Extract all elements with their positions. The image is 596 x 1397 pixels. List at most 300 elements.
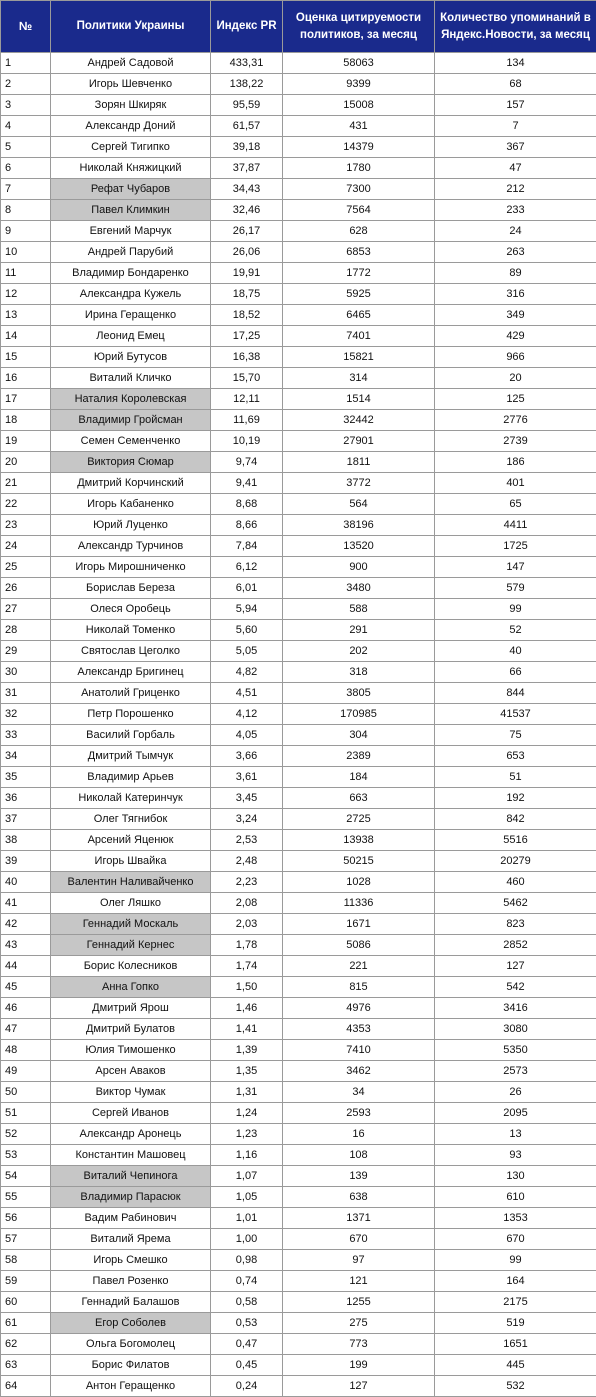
row-number: 60 — [1, 1292, 51, 1313]
table-row — [1, 809, 596, 830]
table-row — [1, 683, 596, 704]
table-row — [1, 347, 596, 368]
mention-count: 5350 — [435, 1040, 596, 1061]
mention-count: 147 — [435, 557, 596, 578]
pr-index: 0,45 — [211, 1355, 283, 1376]
row-number: 13 — [1, 305, 51, 326]
citation-score: 108 — [283, 1145, 435, 1166]
pr-index: 0,47 — [211, 1334, 283, 1355]
table-row — [1, 284, 596, 305]
citation-score: 13520 — [283, 536, 435, 557]
mention-count: 130 — [435, 1166, 596, 1187]
row-number: 26 — [1, 578, 51, 599]
pr-index: 0,98 — [211, 1250, 283, 1271]
mention-count: 40 — [435, 641, 596, 662]
citation-score: 431 — [283, 116, 435, 137]
mention-count: 51 — [435, 767, 596, 788]
row-number: 35 — [1, 767, 51, 788]
table-row — [1, 368, 596, 389]
politician-name: Николай Томенко — [51, 620, 211, 641]
row-number: 51 — [1, 1103, 51, 1124]
row-number: 38 — [1, 830, 51, 851]
citation-score: 127 — [283, 1376, 435, 1397]
row-number: 5 — [1, 137, 51, 158]
pr-index: 8,68 — [211, 494, 283, 515]
citation-score: 6853 — [283, 242, 435, 263]
citation-score: 9399 — [283, 74, 435, 95]
pr-index: 26,17 — [211, 221, 283, 242]
pr-index: 18,52 — [211, 305, 283, 326]
citation-score: 1371 — [283, 1208, 435, 1229]
politician-name: Ирина Геращенко — [51, 305, 211, 326]
pr-index: 2,53 — [211, 830, 283, 851]
pr-index: 5,05 — [211, 641, 283, 662]
citation-score: 50215 — [283, 851, 435, 872]
mention-count: 66 — [435, 662, 596, 683]
citation-score: 4976 — [283, 998, 435, 1019]
mention-count: 65 — [435, 494, 596, 515]
citation-score: 1514 — [283, 389, 435, 410]
table-row — [1, 620, 596, 641]
citation-score: 34 — [283, 1082, 435, 1103]
row-number: 1 — [1, 53, 51, 74]
politician-name: Анатолий Гриценко — [51, 683, 211, 704]
pr-index: 11,69 — [211, 410, 283, 431]
politician-name: Александра Кужель — [51, 284, 211, 305]
citation-score: 14379 — [283, 137, 435, 158]
row-number: 21 — [1, 473, 51, 494]
politician-name: Игорь Швайка — [51, 851, 211, 872]
mention-count: 192 — [435, 788, 596, 809]
pr-index: 2,08 — [211, 893, 283, 914]
pr-index: 6,01 — [211, 578, 283, 599]
table-row — [1, 1187, 596, 1208]
header-pr-index: Индекс PR — [211, 1, 283, 53]
pr-index: 1,31 — [211, 1082, 283, 1103]
row-number: 37 — [1, 809, 51, 830]
pr-index: 16,38 — [211, 347, 283, 368]
politician-name: Игорь Смешко — [51, 1250, 211, 1271]
citation-score: 4353 — [283, 1019, 435, 1040]
table-row — [1, 1292, 596, 1313]
mention-count: 186 — [435, 452, 596, 473]
citation-score: 1811 — [283, 452, 435, 473]
citation-score: 139 — [283, 1166, 435, 1187]
pr-index: 4,51 — [211, 683, 283, 704]
table-row — [1, 515, 596, 536]
table-row — [1, 473, 596, 494]
table-row — [1, 830, 596, 851]
row-number: 46 — [1, 998, 51, 1019]
politician-name: Александр Аронець — [51, 1124, 211, 1145]
table-row — [1, 158, 596, 179]
mention-count: 20279 — [435, 851, 596, 872]
pr-index: 9,74 — [211, 452, 283, 473]
citation-score: 275 — [283, 1313, 435, 1334]
politician-name: Константин Машовец — [51, 1145, 211, 1166]
table-row — [1, 1103, 596, 1124]
table-row — [1, 641, 596, 662]
citation-score: 7300 — [283, 179, 435, 200]
pr-index: 1,74 — [211, 956, 283, 977]
mention-count: 89 — [435, 263, 596, 284]
row-number: 30 — [1, 662, 51, 683]
citation-score: 2725 — [283, 809, 435, 830]
row-number: 41 — [1, 893, 51, 914]
politician-name: Борислав Береза — [51, 578, 211, 599]
pr-index: 1,78 — [211, 935, 283, 956]
mention-count: 653 — [435, 746, 596, 767]
table-row — [1, 410, 596, 431]
politician-name: Сергей Тигипко — [51, 137, 211, 158]
citation-score: 32442 — [283, 410, 435, 431]
citation-score: 97 — [283, 1250, 435, 1271]
table-row — [1, 326, 596, 347]
table-row — [1, 200, 596, 221]
pr-index: 1,16 — [211, 1145, 283, 1166]
politician-name: Дмитрий Корчинский — [51, 473, 211, 494]
citation-score: 304 — [283, 725, 435, 746]
header-row — [1, 1, 596, 53]
table-row — [1, 1061, 596, 1082]
pr-index: 61,57 — [211, 116, 283, 137]
table-row — [1, 536, 596, 557]
row-number: 22 — [1, 494, 51, 515]
mention-count: 532 — [435, 1376, 596, 1397]
citation-score: 900 — [283, 557, 435, 578]
politician-name: Александр Турчинов — [51, 536, 211, 557]
politician-name: Геннадий Кернес — [51, 935, 211, 956]
table-row — [1, 1124, 596, 1145]
citation-score: 638 — [283, 1187, 435, 1208]
mention-count: 212 — [435, 179, 596, 200]
politician-name: Андрей Садовой — [51, 53, 211, 74]
table-row — [1, 263, 596, 284]
pr-index: 0,74 — [211, 1271, 283, 1292]
table-row — [1, 305, 596, 326]
citation-score: 1671 — [283, 914, 435, 935]
politician-name: Петр Порошенко — [51, 704, 211, 725]
mention-count: 2739 — [435, 431, 596, 452]
table-row — [1, 1229, 596, 1250]
politician-name: Геннадий Балашов — [51, 1292, 211, 1313]
citation-score: 199 — [283, 1355, 435, 1376]
row-number: 12 — [1, 284, 51, 305]
row-number: 28 — [1, 620, 51, 641]
row-number: 63 — [1, 1355, 51, 1376]
citation-score: 121 — [283, 1271, 435, 1292]
table-row — [1, 221, 596, 242]
politician-name: Игорь Мирошниченко — [51, 557, 211, 578]
pr-index: 1,00 — [211, 1229, 283, 1250]
citation-score: 2389 — [283, 746, 435, 767]
citation-score: 3772 — [283, 473, 435, 494]
pr-index: 1,50 — [211, 977, 283, 998]
header-citation-score: Оценка цитируемости политиков, за месяц — [283, 1, 435, 53]
pr-index: 3,45 — [211, 788, 283, 809]
table-row — [1, 998, 596, 1019]
row-number: 10 — [1, 242, 51, 263]
mention-count: 542 — [435, 977, 596, 998]
pr-index: 5,94 — [211, 599, 283, 620]
pr-index: 8,66 — [211, 515, 283, 536]
table-row — [1, 746, 596, 767]
mention-count: 164 — [435, 1271, 596, 1292]
pr-index: 0,24 — [211, 1376, 283, 1397]
mention-count: 26 — [435, 1082, 596, 1103]
mention-count: 1725 — [435, 536, 596, 557]
citation-score: 670 — [283, 1229, 435, 1250]
politician-name: Борис Колесников — [51, 956, 211, 977]
mention-count: 47 — [435, 158, 596, 179]
politician-name: Геннадий Москаль — [51, 914, 211, 935]
pr-index: 3,66 — [211, 746, 283, 767]
politician-name: Николай Катеринчук — [51, 788, 211, 809]
table-row — [1, 1313, 596, 1334]
table-row — [1, 95, 596, 116]
politician-name: Василий Горбаль — [51, 725, 211, 746]
mention-count: 670 — [435, 1229, 596, 1250]
row-number: 9 — [1, 221, 51, 242]
politician-name: Егор Соболев — [51, 1313, 211, 1334]
politician-name: Андрей Парубий — [51, 242, 211, 263]
mention-count: 1353 — [435, 1208, 596, 1229]
mention-count: 445 — [435, 1355, 596, 1376]
row-number: 14 — [1, 326, 51, 347]
pr-index: 0,53 — [211, 1313, 283, 1334]
citation-score: 1780 — [283, 158, 435, 179]
pr-index: 1,05 — [211, 1187, 283, 1208]
row-number: 42 — [1, 914, 51, 935]
politician-name: Рефат Чубаров — [51, 179, 211, 200]
citation-score: 184 — [283, 767, 435, 788]
table-row — [1, 1376, 596, 1397]
table-row — [1, 662, 596, 683]
politician-name: Виталий Кличко — [51, 368, 211, 389]
table-body — [1, 53, 596, 1397]
politician-name: Павел Розенко — [51, 1271, 211, 1292]
row-number: 23 — [1, 515, 51, 536]
politician-name: Виктор Чумак — [51, 1082, 211, 1103]
citation-score: 663 — [283, 788, 435, 809]
table-row — [1, 1334, 596, 1355]
citation-score: 773 — [283, 1334, 435, 1355]
pr-index: 1,35 — [211, 1061, 283, 1082]
row-number: 25 — [1, 557, 51, 578]
pr-index: 37,87 — [211, 158, 283, 179]
mention-count: 93 — [435, 1145, 596, 1166]
header-number: № — [1, 1, 51, 53]
table-row — [1, 578, 596, 599]
citation-score: 815 — [283, 977, 435, 998]
table-row — [1, 74, 596, 95]
citation-score: 1255 — [283, 1292, 435, 1313]
mention-count: 2776 — [435, 410, 596, 431]
politician-name: Дмитрий Тымчук — [51, 746, 211, 767]
mention-count: 316 — [435, 284, 596, 305]
table-row — [1, 116, 596, 137]
pr-index: 1,24 — [211, 1103, 283, 1124]
row-number: 61 — [1, 1313, 51, 1334]
citation-score: 202 — [283, 641, 435, 662]
mention-count: 460 — [435, 872, 596, 893]
mention-count: 75 — [435, 725, 596, 746]
row-number: 31 — [1, 683, 51, 704]
politician-name: Олеся Оробець — [51, 599, 211, 620]
row-number: 7 — [1, 179, 51, 200]
politician-name: Александр Бригинец — [51, 662, 211, 683]
row-number: 6 — [1, 158, 51, 179]
row-number: 47 — [1, 1019, 51, 1040]
mention-count: 367 — [435, 137, 596, 158]
politician-name: Валентин Наливайченко — [51, 872, 211, 893]
pr-index: 32,46 — [211, 200, 283, 221]
pr-index: 2,48 — [211, 851, 283, 872]
mention-count: 5462 — [435, 893, 596, 914]
politician-name: Арсений Яценюк — [51, 830, 211, 851]
mention-count: 134 — [435, 53, 596, 74]
row-number: 15 — [1, 347, 51, 368]
politician-name: Сергей Иванов — [51, 1103, 211, 1124]
mention-count: 99 — [435, 1250, 596, 1271]
mention-count: 823 — [435, 914, 596, 935]
row-number: 52 — [1, 1124, 51, 1145]
citation-score: 628 — [283, 221, 435, 242]
pr-index: 26,06 — [211, 242, 283, 263]
row-number: 50 — [1, 1082, 51, 1103]
pr-index: 1,07 — [211, 1166, 283, 1187]
table-row — [1, 1040, 596, 1061]
politician-name: Антон Геращенко — [51, 1376, 211, 1397]
row-number: 36 — [1, 788, 51, 809]
politician-name: Юрий Бутусов — [51, 347, 211, 368]
table-row — [1, 137, 596, 158]
row-number: 56 — [1, 1208, 51, 1229]
politician-name: Виктория Сюмар — [51, 452, 211, 473]
pr-index: 1,39 — [211, 1040, 283, 1061]
pr-index: 7,84 — [211, 536, 283, 557]
mention-count: 157 — [435, 95, 596, 116]
row-number: 57 — [1, 1229, 51, 1250]
politician-name: Павел Климкин — [51, 200, 211, 221]
table-row — [1, 1271, 596, 1292]
citation-score: 15821 — [283, 347, 435, 368]
politician-name: Анна Гопко — [51, 977, 211, 998]
politician-name: Семен Семенченко — [51, 431, 211, 452]
mention-count: 401 — [435, 473, 596, 494]
pr-index: 9,41 — [211, 473, 283, 494]
mention-count: 127 — [435, 956, 596, 977]
row-number: 39 — [1, 851, 51, 872]
row-number: 24 — [1, 536, 51, 557]
citation-score: 7564 — [283, 200, 435, 221]
table-row — [1, 767, 596, 788]
table-row — [1, 1145, 596, 1166]
citation-score: 564 — [283, 494, 435, 515]
table-row — [1, 452, 596, 473]
citation-score: 11336 — [283, 893, 435, 914]
pr-index: 5,60 — [211, 620, 283, 641]
table-row — [1, 851, 596, 872]
row-number: 62 — [1, 1334, 51, 1355]
politician-name: Владимир Бондаренко — [51, 263, 211, 284]
citation-score: 170985 — [283, 704, 435, 725]
mention-count: 349 — [435, 305, 596, 326]
mention-count: 2573 — [435, 1061, 596, 1082]
row-number: 19 — [1, 431, 51, 452]
table-row — [1, 1082, 596, 1103]
table-row — [1, 599, 596, 620]
politician-name: Ольга Богомолец — [51, 1334, 211, 1355]
row-number: 27 — [1, 599, 51, 620]
row-number: 45 — [1, 977, 51, 998]
table-row — [1, 725, 596, 746]
row-number: 53 — [1, 1145, 51, 1166]
row-number: 3 — [1, 95, 51, 116]
pr-index: 2,03 — [211, 914, 283, 935]
mention-count: 99 — [435, 599, 596, 620]
citation-score: 3462 — [283, 1061, 435, 1082]
citation-score: 38196 — [283, 515, 435, 536]
citation-score: 314 — [283, 368, 435, 389]
politician-name: Владимир Гройсман — [51, 410, 211, 431]
table-row — [1, 53, 596, 74]
mention-count: 429 — [435, 326, 596, 347]
pr-index: 1,41 — [211, 1019, 283, 1040]
mention-count: 2175 — [435, 1292, 596, 1313]
table-row — [1, 935, 596, 956]
politician-name: Юлия Тимошенко — [51, 1040, 211, 1061]
row-number: 2 — [1, 74, 51, 95]
politician-name: Юрий Луценко — [51, 515, 211, 536]
pr-index: 138,22 — [211, 74, 283, 95]
table-header — [1, 1, 596, 53]
pr-index: 10,19 — [211, 431, 283, 452]
table-row — [1, 557, 596, 578]
pr-index: 19,91 — [211, 263, 283, 284]
row-number: 59 — [1, 1271, 51, 1292]
header-politician: Политики Украины — [51, 1, 211, 53]
table-row — [1, 431, 596, 452]
mention-count: 519 — [435, 1313, 596, 1334]
politician-name: Владимир Арьев — [51, 767, 211, 788]
pr-index: 17,25 — [211, 326, 283, 347]
pr-index: 34,43 — [211, 179, 283, 200]
citation-score: 58063 — [283, 53, 435, 74]
mention-count: 5516 — [435, 830, 596, 851]
table-row — [1, 179, 596, 200]
row-number: 8 — [1, 200, 51, 221]
mention-count: 24 — [435, 221, 596, 242]
row-number: 17 — [1, 389, 51, 410]
politician-name: Евгений Марчук — [51, 221, 211, 242]
citation-score: 5086 — [283, 935, 435, 956]
politician-name: Святослав Цеголко — [51, 641, 211, 662]
citation-score: 13938 — [283, 830, 435, 851]
mention-count: 4411 — [435, 515, 596, 536]
mention-count: 263 — [435, 242, 596, 263]
mention-count: 610 — [435, 1187, 596, 1208]
mention-count: 579 — [435, 578, 596, 599]
row-number: 34 — [1, 746, 51, 767]
mention-count: 7 — [435, 116, 596, 137]
politician-name: Николай Княжицкий — [51, 158, 211, 179]
row-number: 32 — [1, 704, 51, 725]
mention-count: 3080 — [435, 1019, 596, 1040]
row-number: 11 — [1, 263, 51, 284]
politician-name: Александр Доний — [51, 116, 211, 137]
table-row — [1, 704, 596, 725]
